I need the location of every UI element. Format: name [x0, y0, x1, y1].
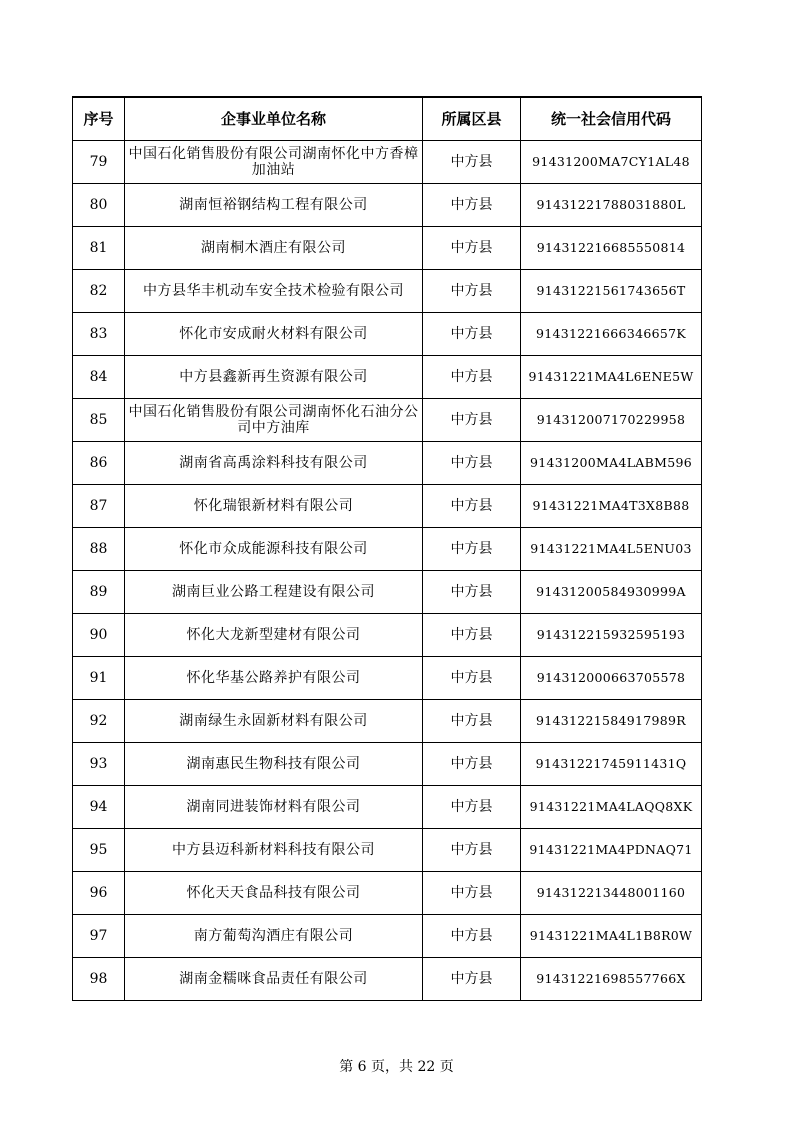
cell-county: 中方县 [423, 914, 521, 957]
cell-county: 中方县 [423, 656, 521, 699]
cell-company-name: 怀化市安成耐火材料有限公司 [125, 312, 423, 355]
cell-serial: 80 [73, 183, 125, 226]
cell-county: 中方县 [423, 699, 521, 742]
cell-serial: 97 [73, 914, 125, 957]
table-row [73, 742, 702, 785]
table-body [73, 140, 702, 1000]
cell-county: 中方县 [423, 957, 521, 1000]
cell-company-name: 怀化市众成能源科技有限公司 [125, 527, 423, 570]
cell-credit-code: 914312000663705578 [521, 656, 702, 699]
table-row [73, 484, 702, 527]
cell-credit-code: 91431221698557766X [521, 957, 702, 1000]
cell-credit-code: 91431221561743656T [521, 269, 702, 312]
cell-serial: 86 [73, 441, 125, 484]
cell-company-name: 怀化大龙新型建材有限公司 [125, 613, 423, 656]
table-row [73, 785, 702, 828]
cell-serial: 93 [73, 742, 125, 785]
cell-company-name: 湖南惠民生物科技有限公司 [125, 742, 423, 785]
cell-serial: 95 [73, 828, 125, 871]
cell-county: 中方县 [423, 355, 521, 398]
cell-credit-code: 91431221MA4PDNAQ71 [521, 828, 702, 871]
cell-company-name: 湖南金糯咪食品责任有限公司 [125, 957, 423, 1000]
cell-company-name: 南方葡萄沟酒庄有限公司 [125, 914, 423, 957]
cell-credit-code: 91431221MA4L6ENE5W [521, 355, 702, 398]
cell-county: 中方县 [423, 871, 521, 914]
cell-county: 中方县 [423, 742, 521, 785]
table-row [73, 183, 702, 226]
cell-serial: 90 [73, 613, 125, 656]
cell-credit-code: 914312007170229958 [521, 398, 702, 441]
cell-serial: 91 [73, 656, 125, 699]
cell-credit-code: 91431200MA7CY1AL48 [521, 140, 702, 183]
cell-serial: 98 [73, 957, 125, 1000]
cell-serial: 82 [73, 269, 125, 312]
cell-serial: 92 [73, 699, 125, 742]
cell-serial: 83 [73, 312, 125, 355]
table-row [73, 226, 702, 269]
cell-company-name: 怀化天天食品科技有限公司 [125, 871, 423, 914]
cell-company-name: 中方县华丰机动车安全技术检验有限公司 [125, 269, 423, 312]
table-row [73, 957, 702, 1000]
cell-company-name: 湖南恒裕钢结构工程有限公司 [125, 183, 423, 226]
table-row [73, 699, 702, 742]
cell-credit-code: 914312215932595193 [521, 613, 702, 656]
cell-serial: 94 [73, 785, 125, 828]
cell-serial: 89 [73, 570, 125, 613]
cell-company-name: 中方县鑫新再生资源有限公司 [125, 355, 423, 398]
cell-company-name: 湖南绿生永固新材料有限公司 [125, 699, 423, 742]
cell-county: 中方县 [423, 527, 521, 570]
cell-company-name: 湖南同进装饰材料有限公司 [125, 785, 423, 828]
table-row [73, 398, 702, 441]
cell-county: 中方县 [423, 441, 521, 484]
cell-county: 中方县 [423, 183, 521, 226]
table-row [73, 871, 702, 914]
table-row [73, 527, 702, 570]
cell-company-name: 怀化瑞银新材料有限公司 [125, 484, 423, 527]
cell-credit-code: 91431221MA4T3X8B88 [521, 484, 702, 527]
cell-credit-code: 914312213448001160 [521, 871, 702, 914]
cell-credit-code: 91431221584917989R [521, 699, 702, 742]
cell-credit-code: 91431200584930999A [521, 570, 702, 613]
cell-credit-code: 91431221MA4LAQQ8XK [521, 785, 702, 828]
table-row [73, 656, 702, 699]
table-row [73, 312, 702, 355]
table-row [73, 828, 702, 871]
cell-credit-code: 91431200MA4LABM596 [521, 441, 702, 484]
table-row [73, 140, 702, 183]
cell-serial: 96 [73, 871, 125, 914]
cell-credit-code: 91431221MA4L1B8R0W [521, 914, 702, 957]
cell-company-name: 中方县迈科新材料科技有限公司 [125, 828, 423, 871]
header-credit-code: 统一社会信用代码 [521, 97, 702, 140]
cell-serial: 81 [73, 226, 125, 269]
cell-county: 中方县 [423, 269, 521, 312]
table-row [73, 914, 702, 957]
cell-serial: 85 [73, 398, 125, 441]
cell-county: 中方县 [423, 484, 521, 527]
cell-county: 中方县 [423, 140, 521, 183]
cell-company-name: 怀化华基公路养护有限公司 [125, 656, 423, 699]
cell-credit-code: 914312216685550814 [521, 226, 702, 269]
cell-credit-code: 91431221745911431Q [521, 742, 702, 785]
cell-county: 中方县 [423, 785, 521, 828]
cell-county: 中方县 [423, 226, 521, 269]
cell-company-name: 湖南巨业公路工程建设有限公司 [125, 570, 423, 613]
cell-serial: 88 [73, 527, 125, 570]
table-row [73, 570, 702, 613]
page-number: 第 6 页，共 22 页 [339, 1059, 454, 1075]
header-serial: 序号 [73, 97, 125, 140]
cell-company-name: 中国石化销售股份有限公司湖南怀化石油分公司中方油库 [125, 398, 423, 441]
cell-serial: 79 [73, 140, 125, 183]
cell-county: 中方县 [423, 613, 521, 656]
table-row [73, 269, 702, 312]
table-header-row [73, 97, 702, 140]
cell-serial: 87 [73, 484, 125, 527]
enterprise-table [72, 96, 702, 1001]
cell-county: 中方县 [423, 398, 521, 441]
cell-county: 中方县 [423, 828, 521, 871]
cell-company-name: 中国石化销售股份有限公司湖南怀化中方香樟加油站 [125, 140, 423, 183]
header-county: 所属区县 [423, 97, 521, 140]
table-row [73, 355, 702, 398]
table-row [73, 441, 702, 484]
cell-county: 中方县 [423, 570, 521, 613]
cell-company-name: 湖南桐木酒庄有限公司 [125, 226, 423, 269]
table-row [73, 613, 702, 656]
cell-county: 中方县 [423, 312, 521, 355]
header-company-name: 企事业单位名称 [125, 97, 423, 140]
cell-serial: 84 [73, 355, 125, 398]
cell-credit-code: 91431221788031880L [521, 183, 702, 226]
cell-company-name: 湖南省高禹涂料科技有限公司 [125, 441, 423, 484]
cell-credit-code: 91431221666346657K [521, 312, 702, 355]
cell-credit-code: 91431221MA4L5ENU03 [521, 527, 702, 570]
